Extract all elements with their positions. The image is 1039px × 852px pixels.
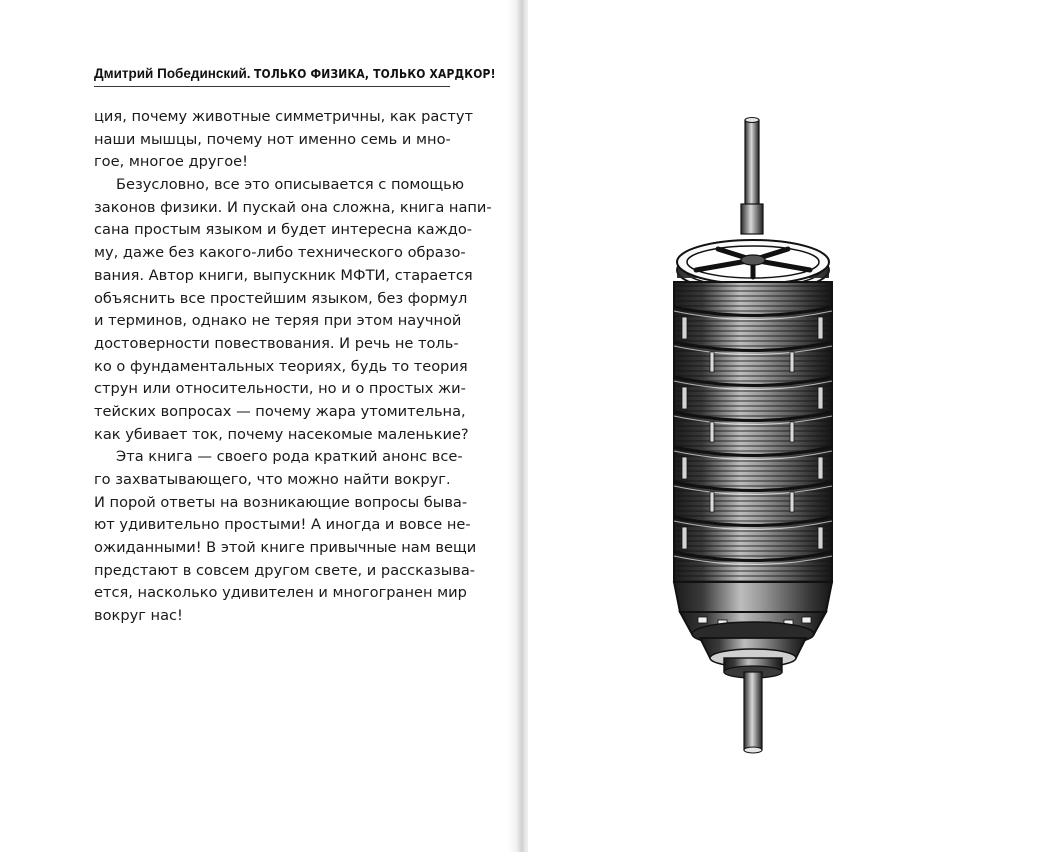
text-line: го захватывающего, что можно найти вокруг. bbox=[94, 471, 451, 488]
text-line: законов физики. И пускай она сложна, книга напи- bbox=[94, 198, 492, 216]
text-line: струн или относительности, но и о простых жи- bbox=[94, 380, 466, 398]
text-line: Безусловно, все это описывается с помощью bbox=[116, 176, 465, 194]
text-line: тейских вопросах — почему жара утомительна, bbox=[94, 402, 466, 420]
right-page bbox=[528, 0, 1039, 852]
text-line: ция, почему животные симметричны, как растут bbox=[94, 108, 473, 125]
body-text bbox=[94, 106, 492, 628]
text-line: ко о фундаментальных теориях, будь то теория bbox=[94, 357, 468, 375]
running-head-author: Дмитрий Побединский. bbox=[94, 66, 251, 81]
text-line: и терминов, однако не теряя при этом научной bbox=[94, 312, 462, 330]
text-line: объяснить все простейшим языком, без формул bbox=[94, 289, 468, 307]
text-line: му, даже без какого-либо технического образо- bbox=[94, 244, 466, 262]
text-line: ют удивительно простыми! А иногда и вовсе не- bbox=[94, 516, 471, 534]
text-line: вания. Автор книги, выпускник МФТИ, старается bbox=[94, 266, 473, 284]
running-head-title: ТОЛЬКО ФИЗИКА, ТОЛЬКО ХАРДКОР! bbox=[254, 66, 496, 81]
text-line: И порой ответы на возникающие вопросы быва- bbox=[94, 493, 468, 511]
text-line: гое, многое другое! bbox=[94, 153, 248, 171]
text-line: сана простым языком и будет интересна каждо- bbox=[94, 221, 473, 239]
text-line: наши мышцы, почему нот именно семь и мно- bbox=[94, 130, 451, 148]
text-line: достоверности повествования. И речь не толь- bbox=[94, 334, 459, 352]
text-line: ожиданными! В этой книге привычные нам вещи bbox=[94, 539, 477, 557]
engraved-armature-rotor-icon bbox=[658, 112, 848, 758]
left-page bbox=[0, 0, 516, 852]
text-line: вокруг нас! bbox=[94, 607, 183, 625]
text-line: Эта книга — своего рода краткий анонс все- bbox=[116, 448, 463, 466]
text-line: ется, насколько удивителен и многогранен мир bbox=[94, 584, 467, 602]
running-head bbox=[94, 66, 496, 87]
text-line: предстают в совсем другом свете, и рассказыва- bbox=[94, 561, 476, 579]
text-line: как убивает ток, почему насекомые маленькие? bbox=[94, 425, 469, 443]
